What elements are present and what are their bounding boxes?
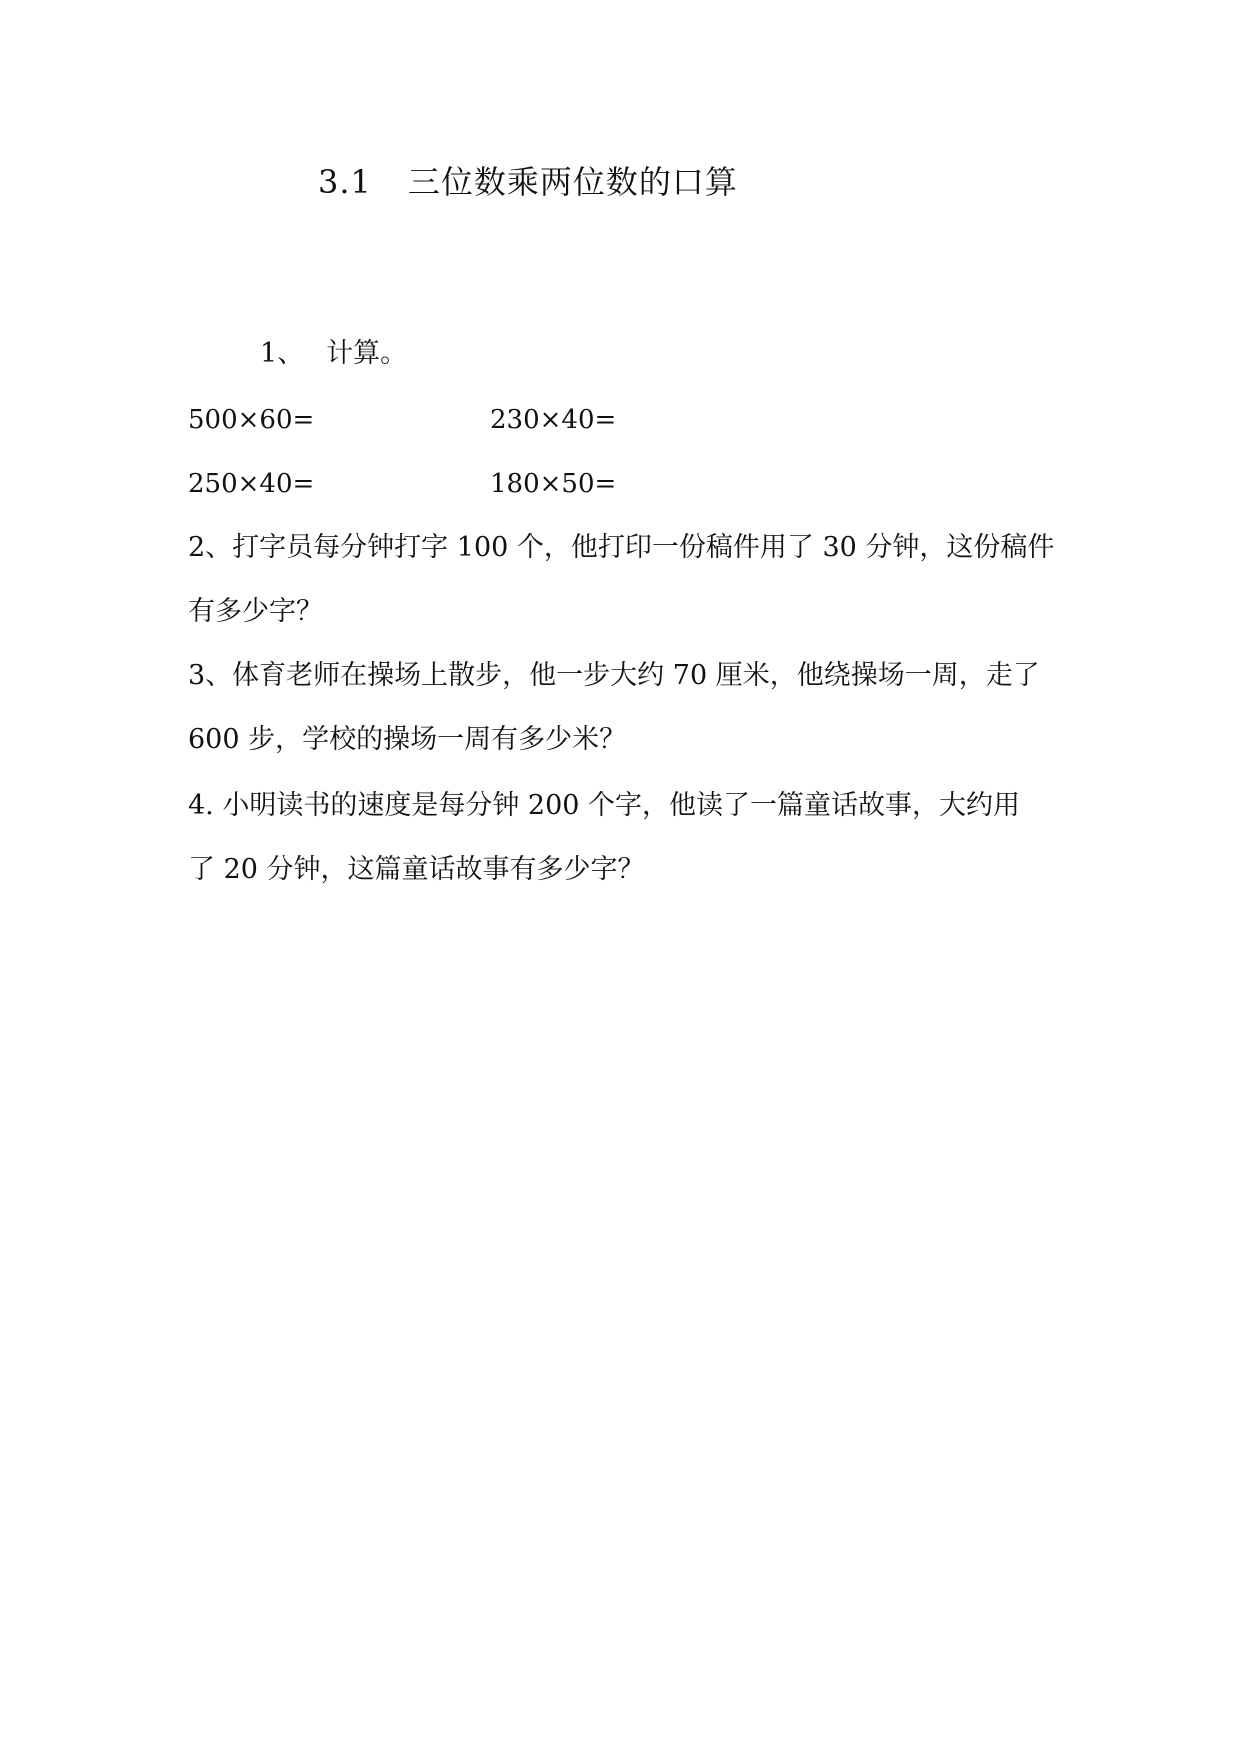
- question-1-label: 计算。: [326, 338, 408, 369]
- question-2-line-1: 2、打字员每分钟打字 100 个，他打印一份稿件用了 30 分钟，这份稿件: [188, 532, 1055, 563]
- question-3-line-2: 600 步，学校的操场一周有多少米？: [188, 724, 627, 755]
- calculation-item: 250×40=: [188, 469, 315, 499]
- question-1-number: 1、: [260, 338, 305, 369]
- calculation-item: 500×60=: [188, 405, 315, 435]
- page-title: [318, 162, 738, 202]
- question-4-line-2: 了 20 分钟，这篇童话故事有多少字？: [188, 854, 645, 885]
- question-2-line-2: 有多少字？: [188, 596, 323, 627]
- title-number: 3.1: [318, 163, 372, 201]
- calculation-item: 180×50=: [490, 469, 617, 499]
- calculation-item: 230×40=: [490, 405, 617, 435]
- question-3-line-1: 3、体育老师在操场上散步，他一步大约 70 厘米，他绕操场一周，走了: [188, 660, 1040, 691]
- question-4-line-1: 4. 小明读书的速度是每分钟 200 个字，他读了一篇童话故事，大约用: [188, 790, 1021, 821]
- title-text: 三位数乘两位数的口算: [407, 163, 738, 201]
- question-1-heading: [260, 336, 407, 372]
